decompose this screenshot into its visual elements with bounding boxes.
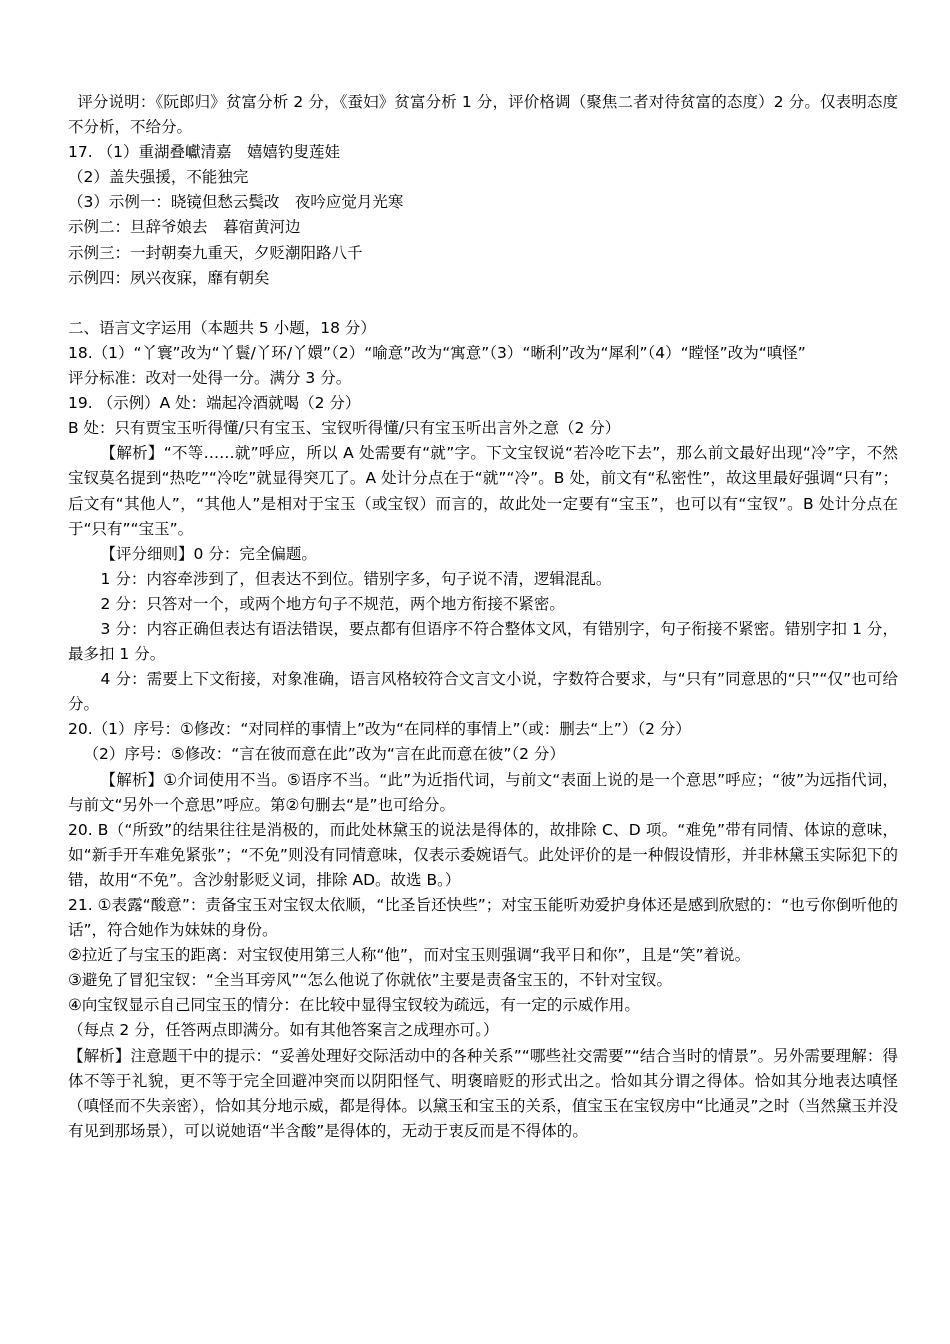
text-line: （每点 2 分，任答两点即满分。如有其他答案言之成理亦可。）	[68, 1021, 499, 1040]
text-line: ②拉近了与宝玉的距离：对宝钗使用第三人称“他”，而对宝玉则强调“我平日和你”，且是“笑”着说。	[68, 946, 751, 965]
analysis-paragraph: 【解析】“不等……就”呼应，所以 A 处需要有“就”字。下文宝钗说“若冷吃下去”，那么前文最好出现“冷”字，不然宝钗莫名提到“热吃”“冷吃”就显得突兀了。A 处计分点在于“就”“冷”。B 处，前文有“私密性”，故这里最好强调“只有”；后文有“其他人”，“其他人”是相对于宝玉（或宝钗）而言的，故此处一定要有“宝玉”，也可以有“宝钗”。B 处计分点在于“只有”“宝玉”。	[68, 444, 898, 538]
text-line: 示例二：旦辞爷娘去 暮宿黄河边	[68, 218, 301, 237]
text-line: 示例四：夙兴夜寐，靡有朝矣	[68, 268, 270, 287]
text-line: 18.（1）“丫寰”改为“丫鬟/丫环/丫嬛”（2）“喻意”改为“寓意”（3）“晰利”改为“犀利”（4）“瞠怪”改为“嗔怪”	[68, 343, 806, 362]
blank-line	[68, 291, 898, 316]
text-line: ③避免了冒犯宝钗：“全当耳旁风”“怎么他说了你就依”主要是责备宝玉的，不针对宝钗。	[68, 971, 673, 990]
scoring-rule: 3 分：内容正确但表达有语法错误，要点都有但语序不符合整体文风，有错别字，句子衔接不紧密。错别字扣 1 分，最多扣 1 分。	[68, 619, 898, 664]
scoring-rule: 4 分：需要上下文衔接，对象准确，语言风格较符合文言文小说，字数符合要求，与“只有”同意思的“只”“仅”也可给分。	[68, 670, 898, 714]
text-line: （2）序号：⑤修改：“言在彼而意在此”改为“言在此而意在彼”（2 分）	[83, 745, 565, 764]
text-line: （3）示例一：晓镜但愁云鬓改 夜吟应觉月光寒	[68, 193, 404, 212]
text-line: 示例三：一封朝奏九重天，夕贬潮阳路八千	[68, 243, 363, 262]
answer-document	[68, 90, 898, 1144]
text-line: 评分标准：改对一处得一分。满分 3 分。	[68, 369, 352, 388]
scoring-rule: 1 分：内容牵涉到了，但表达不到位。错别字多，句子说不清，逻辑混乱。	[100, 569, 612, 588]
section-heading: 二、语言文字运用（本题共 5 小题，18 分）	[68, 318, 376, 337]
scoring-rule: 2 分：只答对一个，或两个地方句子不规范，两个地方衔接不紧密。	[100, 594, 565, 613]
text-line: 20.（1）序号：①修改：“对同样的事情上”改为“在同样的事情上”（或：删去“上”）（2 分）	[68, 720, 691, 739]
text-line: 19. （示例）A 处：端起冷酒就喝（2 分）	[68, 394, 361, 413]
text-line: B 处：只有贾宝玉听得懂/只有宝玉、宝钗听得懂/只有宝玉听出言外之意（2 分）	[68, 419, 621, 438]
text-line: 20. B（“所致”的结果往往是消极的，而此处林黛玉的说法是得体的，故排除 C、D 项。“难免”带有同情、体谅的意味，如“新手开车难免紧张”；“不免”则没有同情意味，仅表示委婉语气。此处评价的是一种假设情形，并非林黛玉实际犯下的错，故用“不免”。含沙射影贬义词，排除 AD。故选 B。）	[68, 820, 898, 889]
scoring-rule: 【评分细则】0 分：完全偏题。	[100, 544, 317, 563]
analysis-paragraph: 【解析】注意题干中的提示：“妥善处理好交际活动中的各种关系”“哪些社交需要”“结合当时的情景”。另外需要理解：得体不等于礼貌，更不等于完全回避冲突而以阴阳怪气、明褒暗贬的形式出之。恰如其分谓之得体。恰如其分地表达嗔怪（嗔怪而不失亲密），恰如其分地示威，都是得体。以黛玉和宝玉的关系，值宝玉在宝钗房中“比通灵”之时（当然黛玉并没有见到那场景），可以说她语“半含酸”是得体的，无动于衷反而是不得体的。	[68, 1046, 898, 1140]
text-line: （2）盖失强援，不能独完	[68, 168, 249, 187]
text-line: 17. （1）重湖叠巘清嘉 嬉嬉钓叟莲娃	[68, 143, 340, 162]
analysis-paragraph: 【解析】①介词使用不当。⑤语序不当。“此”为近指代词，与前文“表面上说的是一个意思”呼应；“彼”为远指代词，与前文“另外一个意思”呼应。第②句删去“是”也可给分。	[68, 770, 898, 814]
text-line: 评分说明：《阮郎归》贫富分析 2 分，《蚕妇》贫富分析 1 分，评价格调（聚焦二者对待贫富的态度）2 分。仅表明态度不分析，不给分。	[68, 93, 898, 137]
text-line: ④向宝钗显示自己同宝玉的情分：在比较中显得宝钗较为疏远，有一定的示威作用。	[68, 996, 640, 1015]
text-line: 21. ①表露“酸意”：责备宝玉对宝钗太依顺，“比圣旨还快些”；对宝玉能听劝爱护身体还是感到欣慰的：“也亏你倒听他的话”，符合她作为妹妹的身份。	[68, 896, 898, 940]
